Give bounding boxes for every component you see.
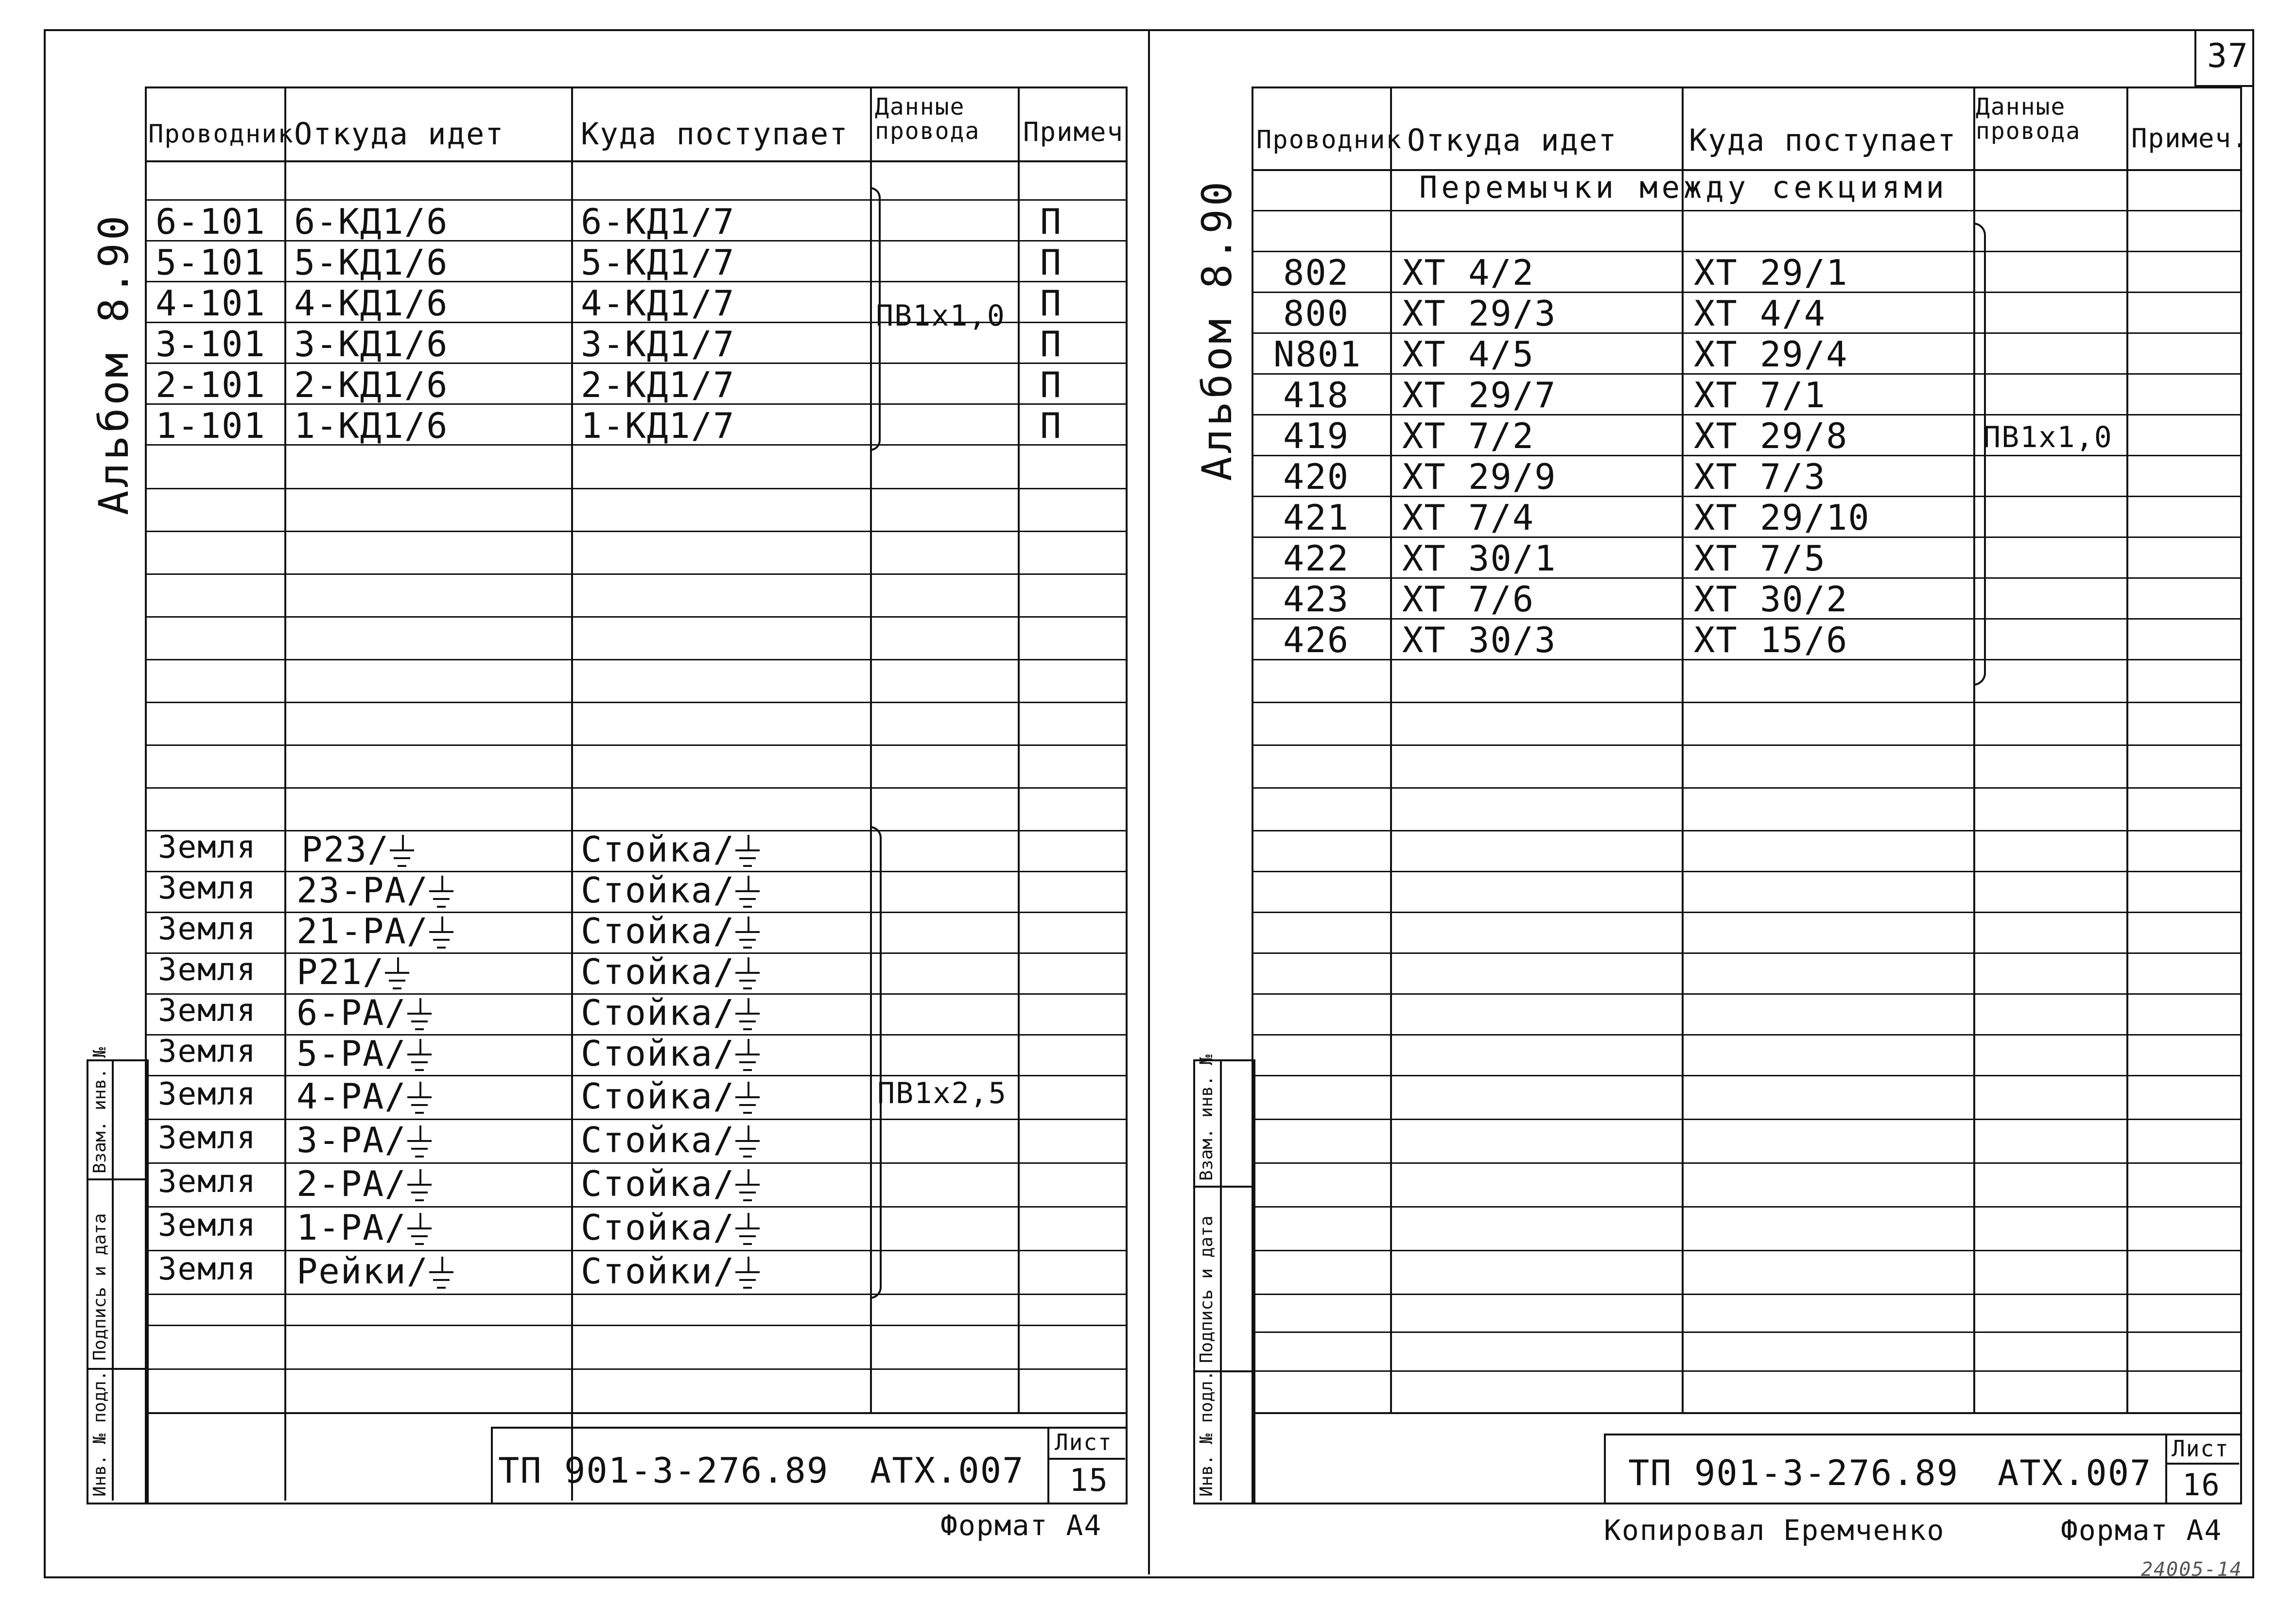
left-col-line <box>284 86 286 1501</box>
wire-id: 421 <box>1283 497 1350 538</box>
format-label: Формат А4 <box>940 1509 1102 1542</box>
stamp-number: 24005-14 <box>2141 1558 2243 1581</box>
to-point: 5-КД1/7 <box>581 242 735 283</box>
to-point: 6-КД1/7 <box>581 201 735 242</box>
wire-id: Земля <box>158 1076 257 1112</box>
brace <box>870 826 882 1299</box>
side-stamp-text: Подпись и дата <box>1197 1215 1217 1363</box>
wire-id: Земля <box>158 1120 257 1156</box>
wire-id: Земля <box>158 911 257 947</box>
page-divider <box>1148 29 1150 1574</box>
ground-icon <box>735 876 760 910</box>
right-header-note: Примеч. <box>2131 123 2249 154</box>
wire-id: Земля <box>158 1208 257 1244</box>
album-label-left: Альбом 8.90 <box>90 212 138 515</box>
right-header-to: Куда поступает <box>1689 122 1957 158</box>
ground-icon <box>407 1039 432 1073</box>
from-point: ХТ 7/6 <box>1402 579 1535 620</box>
doc-sub: АТХ.007 <box>870 1450 1025 1491</box>
ground-icon <box>407 998 432 1032</box>
to-point: Стойка/ <box>581 873 760 910</box>
wire-id: Земля <box>158 952 257 988</box>
from-point: ХТ 29/3 <box>1402 293 1557 334</box>
from-point: 21-РА/ <box>296 914 454 950</box>
note: П <box>1040 283 1062 324</box>
ground-icon <box>429 1257 454 1291</box>
wire-id: 419 <box>1283 415 1350 456</box>
wire-spec: ПВ1х2,5 <box>877 1076 1007 1110</box>
left-header-to: Куда поступает <box>581 116 849 152</box>
wire-id: 422 <box>1283 538 1350 579</box>
doc-code: ТП 901-3-276.89 <box>498 1450 829 1491</box>
to-point: 2-КД1/7 <box>581 364 735 405</box>
from-point: ХТ 4/2 <box>1402 252 1535 293</box>
from-point: ХТ 29/7 <box>1402 375 1557 415</box>
from-point: 6-КД1/6 <box>294 201 449 242</box>
side-stamp-text: Подпись и дата <box>90 1213 110 1361</box>
wire-id: 6-101 <box>156 201 266 242</box>
ground-icon <box>389 835 415 869</box>
ground-icon <box>735 1257 760 1291</box>
from-point: 4-КД1/6 <box>294 283 449 324</box>
from-point: 5-РА/ <box>296 1036 432 1073</box>
from-point: ХТ 30/3 <box>1402 620 1557 660</box>
wire-id: 2-101 <box>156 364 266 405</box>
wire-spec: ПВ1х1,0 <box>1983 420 2113 454</box>
from-point: Р21/ <box>296 954 410 991</box>
doc-sub: АТХ.007 <box>1998 1452 2152 1493</box>
ground-icon <box>735 1169 760 1203</box>
right-header-data: Данные провода <box>1976 93 2081 145</box>
to-point: ХТ 30/2 <box>1694 579 1848 620</box>
wire-id: Земля <box>158 1164 257 1200</box>
ground-icon <box>735 998 760 1032</box>
from-point: 5-КД1/6 <box>294 242 449 283</box>
from-point: Рейки/ <box>296 1254 454 1291</box>
sheet-label: Лист <box>2172 1435 2229 1462</box>
to-point: ХТ 7/5 <box>1694 538 1826 579</box>
wire-id: 800 <box>1283 293 1350 334</box>
sheet-number: 15 <box>1069 1463 1109 1499</box>
to-point: ХТ 15/6 <box>1694 620 1848 660</box>
to-point: ХТ 7/3 <box>1694 456 1826 497</box>
from-point: ХТ 7/4 <box>1402 497 1535 538</box>
wire-id: 3-101 <box>156 324 266 364</box>
from-point: 3-КД1/6 <box>294 324 449 364</box>
ground-icon <box>407 1125 432 1159</box>
from-point: Р23/ <box>301 832 415 869</box>
to-point: Стойка/ <box>581 954 760 991</box>
sheet-number: 16 <box>2182 1467 2221 1503</box>
note: П <box>1040 405 1062 446</box>
wire-id: 1-101 <box>156 405 266 446</box>
to-point: ХТ 7/1 <box>1694 375 1826 415</box>
right-header-from: Откуда идет <box>1407 122 1618 158</box>
from-point: 23-РА/ <box>296 873 454 910</box>
to-point: ХТ 4/4 <box>1694 293 1826 334</box>
ground-icon <box>384 957 410 991</box>
side-stamp-text: Взам. инв. № <box>1197 1054 1217 1181</box>
ground-icon <box>735 1125 760 1159</box>
wire-id: 426 <box>1283 620 1350 660</box>
left-header-wire: Проводник <box>148 120 294 149</box>
ground-icon <box>735 957 760 991</box>
section-title: Перемычки между секциями <box>1419 170 1948 205</box>
from-point: 1-РА/ <box>296 1210 432 1247</box>
wire-id: Земля <box>158 993 257 1029</box>
from-point: ХТ 30/1 <box>1402 538 1557 579</box>
wire-id: 4-101 <box>156 283 266 324</box>
left-col-line <box>571 86 573 1501</box>
wire-spec: ПВ1х1,0 <box>876 299 1006 333</box>
wire-id: 423 <box>1283 579 1350 620</box>
left-col-line <box>1018 86 1020 1413</box>
side-stamp-text: Инв. № подл. <box>1197 1370 1217 1497</box>
wire-id: N801 <box>1273 334 1362 375</box>
to-point: Стойка/ <box>581 914 760 950</box>
from-point: 1-КД1/6 <box>294 405 449 446</box>
left-header-note: Примеч <box>1023 117 1124 147</box>
ground-icon <box>429 916 454 950</box>
to-point: ХТ 29/4 <box>1694 334 1848 375</box>
page-number: 37 <box>2207 37 2249 75</box>
to-point: Стойка/ <box>581 1166 760 1203</box>
from-point: ХТ 29/9 <box>1402 456 1557 497</box>
to-point: Стойка/ <box>581 1036 760 1073</box>
to-point: Стойка/ <box>581 832 760 869</box>
wire-id: Земля <box>158 829 257 865</box>
from-point: 3-РА/ <box>296 1123 432 1159</box>
to-point: Стойка/ <box>581 1079 760 1116</box>
album-label-right: Альбом 8.90 <box>1193 178 1241 481</box>
side-stamp-text: Взам. инв. № <box>90 1047 110 1174</box>
ground-icon <box>735 1213 760 1247</box>
wire-id: Земля <box>158 1251 257 1287</box>
ground-icon <box>429 876 454 910</box>
format-label: Формат А4 <box>2061 1514 2223 1547</box>
to-point: 1-КД1/7 <box>581 405 735 446</box>
page-number-box <box>2194 29 2252 87</box>
left-header-line <box>145 160 1126 162</box>
ground-icon <box>735 1039 760 1073</box>
ground-icon <box>407 1082 432 1116</box>
from-point: ХТ 7/2 <box>1402 415 1535 456</box>
from-point: 2-КД1/6 <box>294 364 449 405</box>
wire-id: 5-101 <box>156 242 266 283</box>
left-header-data: Данные провода <box>875 93 980 145</box>
note: П <box>1040 364 1062 405</box>
side-stamp-text: Инв. № подл. <box>90 1370 110 1497</box>
wire-id: 802 <box>1283 252 1350 293</box>
to-point: ХТ 29/10 <box>1694 497 1870 538</box>
ground-icon <box>407 1213 432 1247</box>
note: П <box>1040 201 1062 242</box>
ground-icon <box>407 1169 432 1203</box>
wire-id: Земля <box>158 1034 257 1070</box>
ground-icon <box>735 835 760 869</box>
to-point: Стойка/ <box>581 1123 760 1159</box>
doc-code: ТП 901-3-276.89 <box>1628 1452 1959 1493</box>
wire-id: 418 <box>1283 375 1350 415</box>
to-point: Стойки/ <box>581 1254 760 1291</box>
wire-id: Земля <box>158 870 257 906</box>
from-point: 4-РА/ <box>296 1079 432 1116</box>
ground-icon <box>735 1082 760 1116</box>
to-point: 4-КД1/7 <box>581 283 735 324</box>
right-header-wire: Проводник <box>1256 125 1402 155</box>
note: П <box>1040 324 1062 364</box>
to-point: ХТ 29/8 <box>1694 415 1848 456</box>
to-point: Стойка/ <box>581 995 760 1032</box>
from-point: ХТ 4/5 <box>1402 334 1535 375</box>
ground-icon <box>735 916 760 950</box>
from-point: 2-РА/ <box>296 1166 432 1203</box>
sheet-label: Лист <box>1055 1429 1113 1455</box>
note: П <box>1040 242 1062 283</box>
to-point: 3-КД1/7 <box>581 324 735 364</box>
copied-by: Копировал Еремченко <box>1604 1514 1945 1547</box>
side-stamp-divider <box>112 1059 114 1501</box>
to-point: ХТ 29/1 <box>1694 252 1848 293</box>
left-header-from: Откуда идет <box>294 116 504 152</box>
to-point: Стойка/ <box>581 1210 760 1247</box>
wire-id: 420 <box>1283 456 1350 497</box>
from-point: 6-РА/ <box>296 995 432 1032</box>
